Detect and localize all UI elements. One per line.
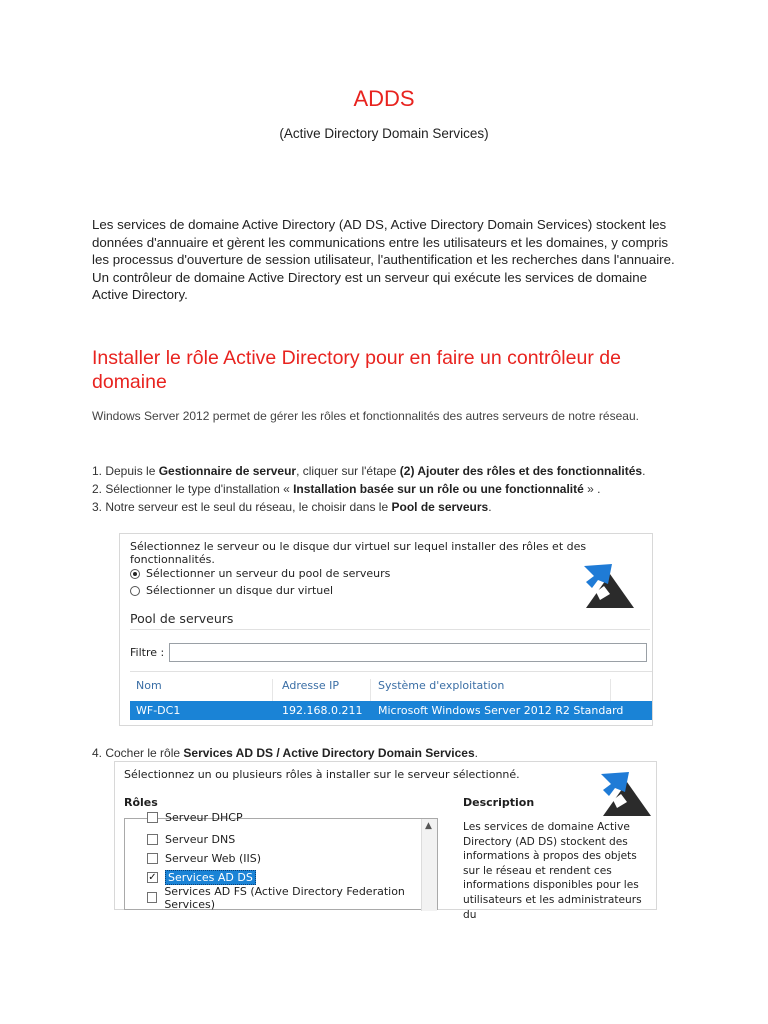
server-selection-screenshot [119,533,653,726]
column-header-ip[interactable]: Adresse IP [282,679,339,692]
row-os: Microsoft Windows Server 2012 R2 Standard [378,704,624,717]
pool-divider [130,629,650,630]
radio-vhd-label: Sélectionner un disque dur virtuel [146,584,334,597]
role-item-dns[interactable] [147,830,235,849]
filter-input[interactable] [169,643,647,662]
step-2-bold: Installation basée sur un rôle ou une fonctionnalité [293,482,584,496]
step-3-bold: Pool de serveurs [391,500,489,514]
server-table [130,671,652,724]
step-4 [92,745,672,761]
pool-title: Pool de serveurs [130,611,234,626]
role-item-dhcp[interactable] [147,808,243,827]
role-label: Services AD FS (Active Directory Federation Services) [164,884,405,911]
windows-farm-logo-icon [599,772,651,816]
checkbox-icon[interactable] [147,834,158,845]
server-selection-prompt: Sélectionnez le serveur ou le disque dur virtuel sur lequel installer des rôles et des fonctionnalités. [130,540,587,566]
page-subtitle: (Active Directory Domain Services) [279,126,489,141]
filter-label: Filtre : [130,646,165,659]
checkbox-checked-icon[interactable]: ✓ [148,872,157,883]
page-title: ADDS [353,86,415,111]
role-selection-prompt: Sélectionnez un ou plusieurs rôles à installer sur le serveur sélectionné. [124,768,520,781]
role-description: Les services de domaine Active Directory (AD DS) stockent des informations à propos des objets sur le réseau et rendent ces informations disponibles pour les utilisateurs et les administrateurs du [463,821,642,921]
step-4-bold: Services AD DS / Active Directory Domain Services [183,746,475,760]
row-name: WF-DC1 [136,704,181,717]
windows-farm-logo-icon [582,564,634,608]
step-1-text-2: , cliquer sur l'étape [296,464,400,478]
description-title: Description [463,796,535,809]
column-header-os[interactable]: Système d'exploitation [378,679,505,692]
step-3 [92,498,672,516]
step-1-bold-2: (2) Ajouter des rôles et des fonctionnalités [399,464,643,478]
radio-server-pool-label: Sélectionner un serveur du pool de serveurs [146,567,391,580]
scroll-up-icon[interactable]: ▲ [425,821,432,831]
role-label: Serveur DHCP [165,811,243,824]
step-3-text: 3. Notre serveur est le seul du réseau, le choisir dans le [92,500,392,514]
roles-list[interactable] [124,811,438,911]
checkbox-icon[interactable] [147,812,158,823]
intro-paragraph: Les services de domaine Active Directory (AD DS, Active Directory Domain Services) stockent les données d'annuaire et gèrent les communications entre les utilisateurs et les domaines, y compris les processus d'ouverture de session utilisateur, l'authentification et les recherches dans l'annuaire. Un contrôleur de domaine Active Directory est un serveur qui exécute les services de domaine Active Directory. [92,217,675,302]
role-item-ad-fs[interactable] [147,884,437,911]
checkbox-icon[interactable] [147,892,157,903]
step-1 [92,462,672,480]
radio-vhd-option[interactable] [130,584,333,597]
role-label: Serveur Web (IIS) [165,852,262,865]
step-1-bold-1: Gestionnaire de serveur [158,464,297,478]
radio-selected-icon[interactable] [130,569,140,579]
role-item-iis[interactable] [147,849,261,868]
step-2-text: 2. Sélectionner le type d'installation « [92,482,294,496]
step-3-text-2: . [488,500,492,514]
checkbox-icon[interactable] [147,853,158,864]
step-2-text-2: » . [583,482,601,496]
roles-title: Rôles [124,796,158,809]
section-heading: Installer le rôle Active Directory pour en faire un contrôleur de domaine [92,347,621,393]
step-1-text: 1. Depuis le [92,464,159,478]
table-row[interactable] [130,701,652,720]
role-label: Services AD DS [165,870,256,885]
radio-unselected-icon[interactable] [130,586,140,596]
roles-scrollbar[interactable] [421,819,437,911]
radio-server-pool-option[interactable] [130,567,390,580]
section-paragraph: Windows Server 2012 permet de gérer les rôles et fonctionnalités des autres serveurs de notre réseau. [92,409,639,423]
filter-row [130,643,647,662]
column-header-name[interactable]: Nom [136,679,162,692]
step-4-text: 4. Cocher le rôle [92,746,184,760]
steps-list [92,462,672,516]
role-selection-screenshot [114,761,657,921]
step-2 [92,480,672,498]
step-1-text-3: . [642,464,646,478]
row-ip: 192.168.0.211 [282,704,363,717]
server-table-header [130,672,652,698]
role-label: Serveur DNS [165,833,236,846]
step-4-text-2: . [474,746,478,760]
